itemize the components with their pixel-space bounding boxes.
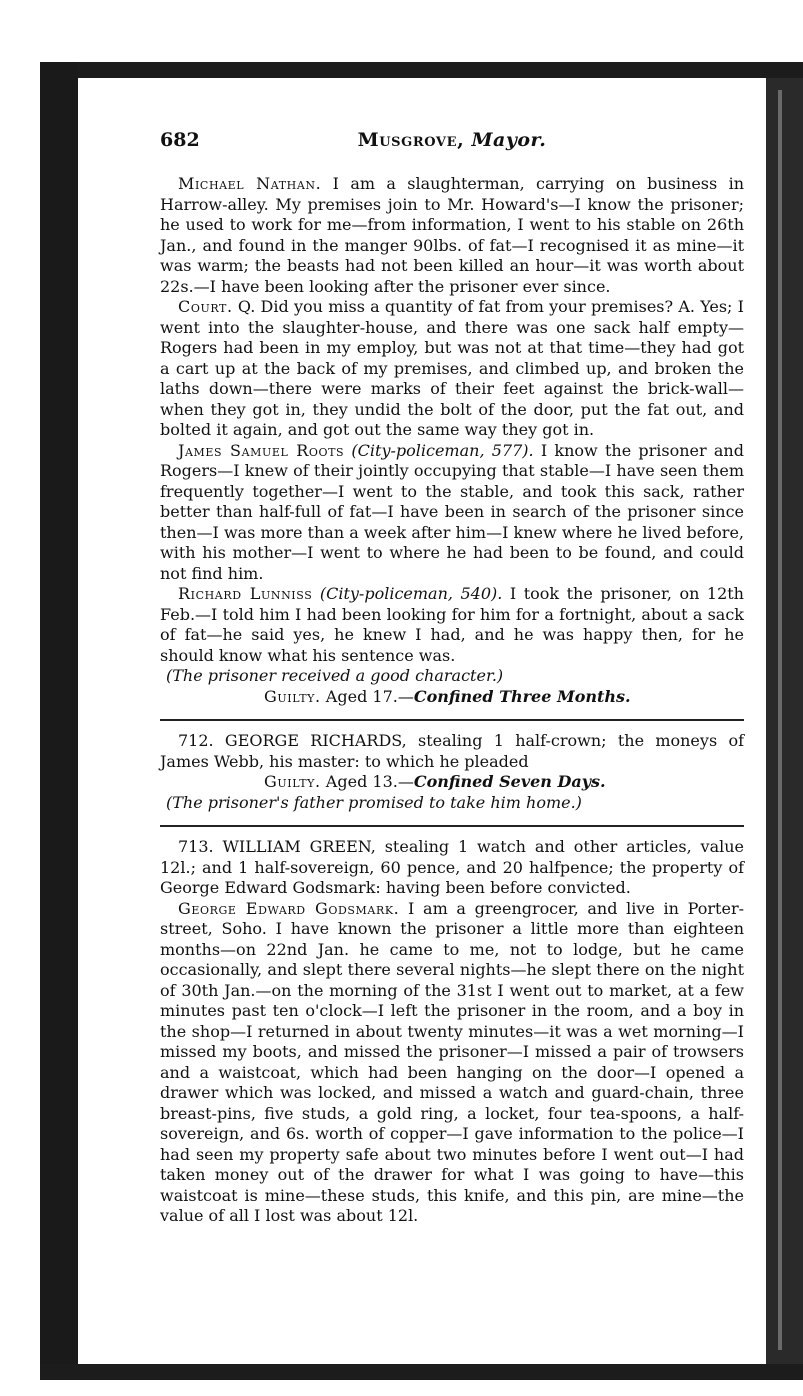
character-note: (The prisoner received a good character.) <box>166 666 504 685</box>
testimony-godsmark <box>160 899 744 1227</box>
facing-page-edge-line <box>778 90 782 1350</box>
book-page <box>78 78 766 1364</box>
binding-bottom <box>40 1364 803 1380</box>
case-713-heading: 713. WILLIAM GREEN, stealing 1 watch and other articles, value 12l.; and 1 half-sovereign, 60 pence, and 20 halfpence; the property of George Edward Godsmark: having been before convicted. <box>160 837 744 897</box>
text-column <box>160 130 744 1227</box>
testimony-text: Q. Did you miss a quantity of fat from your premises? A. Yes; I went into the slaughter-house, and there was one sack half empty—Rogers had been in my employ, but was not at that time—they had got a cart up at the back of my premises, and climbed up, and broken the laths down—there were marks of their feet against the brick-wall—when they got in, they undid the bolt of the door, put the fat out, and bolted it again, and got out the same way they got in. <box>160 297 745 439</box>
case-divider <box>160 825 744 827</box>
speaker-name: Court. <box>178 297 233 316</box>
testimony-lunniss <box>160 584 744 666</box>
facing-page-edge <box>766 78 803 1364</box>
testimony-text: I am a slaughterman, carrying on business in Harrow-alley. My premises join to Mr. Howard's—I know the prisoner; he used to work for me—from information, I went to his stable on 26th Jan., and found in the manger 90lbs. of fat—I recognised it as mine—it was warm; the beasts had not been killed an hour—it was worth about 22s.—I have been looking after the prisoner ever since. <box>160 174 744 296</box>
testimony-court <box>160 297 744 441</box>
speaker-name: Michael Nathan. <box>178 174 322 193</box>
verdict-label: Guilty. <box>264 686 321 706</box>
running-head-title: Mayor. <box>471 129 547 151</box>
verdict-age: Aged 13.— <box>325 772 414 791</box>
speaker-name: James Samuel Roots <box>178 440 345 460</box>
verdict-sentence: Confined Three Months. <box>413 686 631 706</box>
father-note: (The prisoner's father promised to take him home.) <box>166 792 582 812</box>
verdict-age: Aged 17.— <box>325 686 414 706</box>
verdict-line <box>160 687 744 708</box>
case-712-heading: 712. GEORGE RICHARDS, stealing 1 half-crown; the moneys of James Webb, his master: to which he pleaded <box>160 731 744 771</box>
verdict-line <box>160 772 744 793</box>
testimony-roots <box>160 441 744 585</box>
speaker-role: (City-policeman, 577). <box>351 440 534 460</box>
page-header <box>160 130 744 160</box>
running-head-name: Musgrove, <box>357 129 465 151</box>
speaker-role: (City-policeman, 540). <box>319 584 503 603</box>
running-head <box>160 130 744 151</box>
page-number: 682 <box>160 129 200 151</box>
testimony-nathan <box>160 174 744 297</box>
binding-left <box>40 62 78 1380</box>
speaker-name: Richard Lunniss <box>178 584 313 603</box>
testimony-text: I know the prisoner and Rogers—I knew of their jointly occupying that stable—I have seen them frequently together—I went to the stable, and took this sack, rather better than half-full of fat—I have been in search of the prisoner since then—I was more than a week after him—I knew where he lived before, with his mother—I went to where he had been to be found, and could not find him. <box>160 440 744 583</box>
binding-top <box>40 62 803 78</box>
verdict-label: Guilty. <box>264 772 321 791</box>
speaker-name: George Edward Godsmark. <box>178 898 400 918</box>
testimony-text: I am a greengrocer, and live in Porter-street, Soho. I have known the prisoner a little more than eighteen months—on 22nd Jan. he came to me, not to lodge, but he came occasionally, and slept there several nights—he slept there on the night of 30th Jan.—on the morning of the 31st I went out to market, at a few minutes past ten o'clock—I left the prisoner in the room, and a boy in the shop—I returned in about twenty minutes—it was a wet morning—I missed my boots, and missed the prisoner—I missed a pair of trowsers and a waistcoat, which had been hanging on the door—I opened a drawer which was locked, and missed a watch and guard-chain, three breast-pins, five studs, a gold ring, a locket, four tea-spoons, a half-sovereign, and 6s. worth of copper—I gave information to the police—I had seen my property safe about two minutes before I went out—I had taken money out of the drawer for what I was going to have—this waistcoat is mine—these studs, this knife, and this pin, are mine—the value of all I lost was about 12l. <box>160 898 745 1225</box>
testimony-text: I took the prisoner, on 12th Feb.—I told him I had been looking for him for a fortnight, about a sack of fat—he said yes, he knew I had, and he was happy then, for he should know what his sentence was. <box>160 584 744 665</box>
case-divider <box>160 719 744 721</box>
verdict-sentence: Confined Seven Days. <box>413 772 606 791</box>
